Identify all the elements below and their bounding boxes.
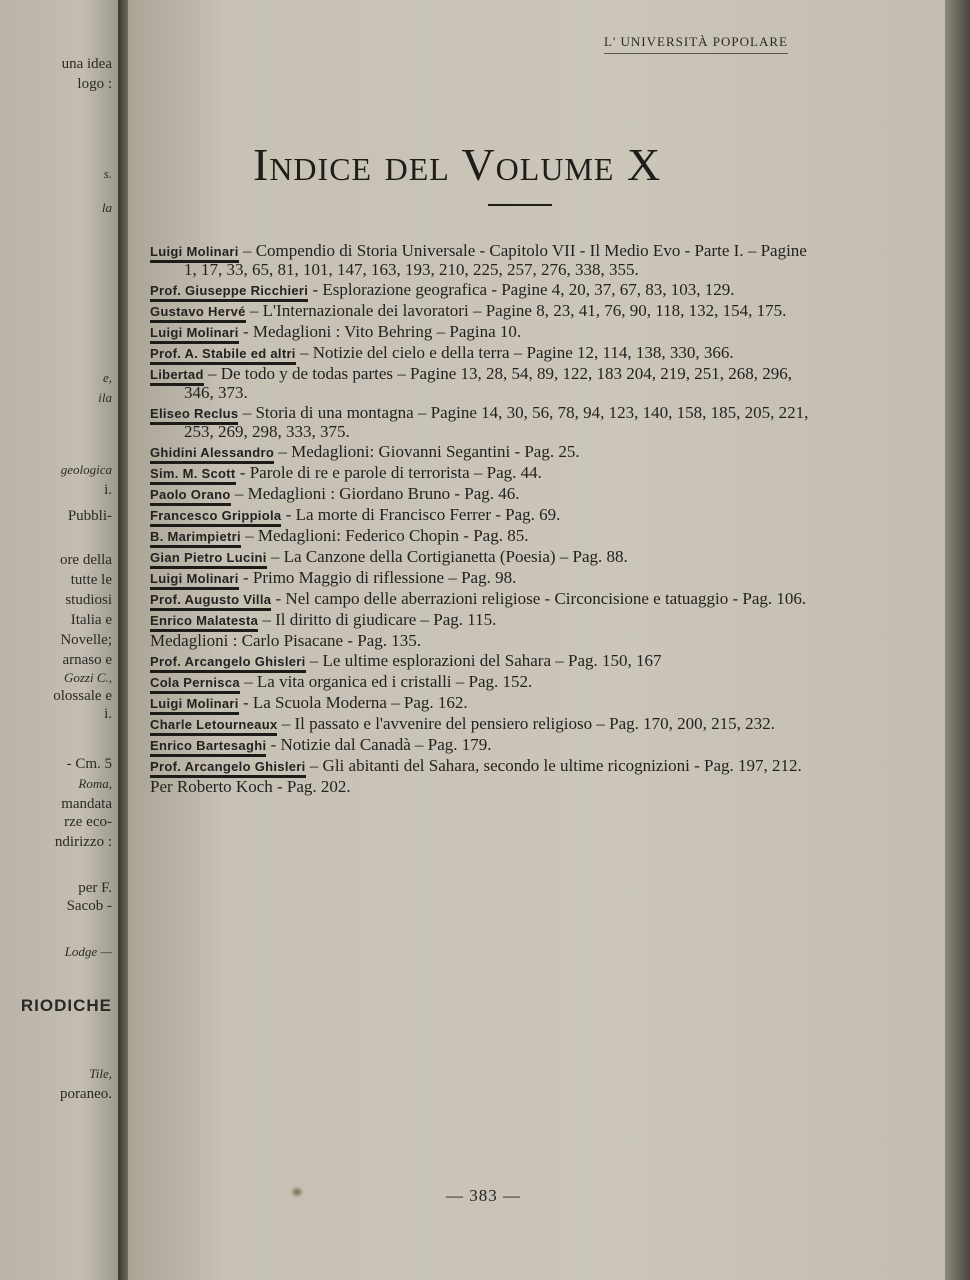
entry-author: Luigi Molinari (150, 325, 239, 344)
entry-author: Libertad (150, 367, 204, 386)
running-head: L' UNIVERSITÀ POPOLARE (604, 34, 788, 54)
entry-author: Prof. Augusto Villa (150, 592, 271, 611)
index-entry (150, 365, 822, 402)
index-entry (150, 611, 822, 630)
left-page-fragment: e, (102, 370, 112, 385)
entry-author: Gian Pietro Lucini (150, 550, 267, 569)
entry-text: - La Scuola Moderna – Pag. 162. (238, 693, 468, 712)
entry-author: Luigi Molinari (150, 571, 239, 590)
left-page-fragment: ore della (59, 552, 112, 568)
entry-text: - Notizie dal Canadà – Pag. 179. (266, 735, 492, 754)
entry-author: Cola Pernisca (150, 675, 240, 694)
entry-author: Paolo Orano (150, 487, 231, 506)
page-title: Indice del Volume X (253, 139, 662, 190)
entry-author: Francesco Grippiola (150, 508, 281, 527)
index-entry (150, 485, 822, 504)
paper-stain (290, 1186, 304, 1198)
left-page-fragment: per F. (78, 880, 112, 896)
entry-text: - Esplorazione geografica - Pagine 4, 20, 37, 67, 83, 103, 129. (308, 280, 735, 299)
facing-page-left (0, 0, 118, 1280)
index-entry (150, 404, 822, 441)
left-page-fragment: Pubbli- (67, 508, 112, 524)
left-page-fragment: la (101, 200, 112, 215)
index-entry (150, 281, 822, 300)
page-number: — 383 — (446, 1186, 521, 1205)
entry-author: Sim. M. Scott (150, 466, 236, 485)
entry-text: - La morte di Francisco Ferrer - Pag. 69. (281, 505, 561, 524)
index-entry (150, 443, 822, 462)
left-page-fragment: i. (104, 482, 112, 498)
index-entry (150, 736, 822, 755)
index-entry (150, 590, 822, 609)
entry-text: – Medaglioni: Giovanni Segantini - Pag. 25. (274, 442, 580, 461)
left-page-fragment: Gozzi C., (63, 670, 112, 685)
left-page-fragment: Lodge — (64, 944, 112, 959)
entry-author: Prof. Giuseppe Ricchieri (150, 283, 308, 302)
entry-text: - Primo Maggio di riflessione – Pag. 98. (238, 568, 517, 587)
entry-author: Prof. Arcangelo Ghisleri (150, 654, 306, 673)
left-page-fragment: una idea (61, 56, 112, 72)
index-entry (150, 527, 822, 546)
entry-text: Medaglioni : Carlo Pisacane - Pag. 135. (150, 631, 422, 650)
left-page-fragment: Roma, (78, 776, 112, 791)
left-page-fragment: Sacob - (66, 898, 112, 914)
entry-author: Prof. Arcangelo Ghisleri (150, 759, 306, 778)
left-page-fragment: olossale e (53, 688, 112, 704)
left-page-fragment: mandata (61, 796, 112, 812)
entry-text: – De todo y de todas partes – Pagine 13, 28, 54, 89, 122, 183 204, 219, 251, 268, 296, 346, 373. (184, 364, 793, 402)
index-entry (150, 302, 822, 321)
index-entry (150, 344, 822, 363)
index-entry (150, 757, 822, 776)
entry-text: – Il passato e l'avvenire del pensiero religioso – Pag. 170, 200, 215, 232. (277, 714, 775, 733)
index-entry (150, 673, 822, 692)
index-entry (150, 569, 822, 588)
left-page-fragment: Italia e (70, 612, 112, 628)
entry-text: – L'Internazionale dei lavoratori – Pagine 8, 23, 41, 76, 90, 118, 132, 154, 175. (245, 301, 787, 320)
entry-author: Eliseo Reclus (150, 406, 238, 425)
entry-text: – Compendio di Storia Universale - Capitolo VII - Il Medio Evo - Parte I. – Pagine 1, 17, 33, 65, 81, 101, 147, 163, 193, 210, 225, 257, 276, 338, 355. (184, 241, 807, 279)
index-entry (150, 506, 822, 525)
left-page-fragment: Novelle; (60, 632, 112, 648)
index-entry (150, 778, 822, 796)
entry-author: Enrico Malatesta (150, 613, 258, 632)
index-entry (150, 548, 822, 567)
left-page-fragment: s. (103, 166, 112, 181)
left-page-fragment: logo : (77, 76, 112, 92)
left-page-fragment: ila (98, 390, 112, 405)
entry-text: – La Canzone della Cortigianetta (Poesia) – Pag. 88. (266, 547, 628, 566)
entry-text: – Le ultime esplorazioni del Sahara – Pag. 150, 167 (305, 651, 662, 670)
entry-text: – Notizie del cielo e della terra – Pagine 12, 114, 138, 330, 366. (295, 343, 734, 362)
book-gutter (118, 0, 128, 1280)
entry-text: - Nel campo delle aberrazioni religiose - Circoncisione e tatuaggio - Pag. 106. (271, 589, 807, 608)
left-page-fragment: ndirizzo : (54, 834, 112, 850)
left-page-fragment: RIODICHE (20, 996, 112, 1015)
entry-author: Prof. A. Stabile ed altri (150, 346, 296, 365)
left-page-fragment: - Cm. 5 (66, 756, 112, 772)
left-page-fragment: tutte le (70, 572, 112, 588)
index-entry (150, 323, 822, 342)
entry-text: – Il diritto di giudicare – Pag. 115. (258, 610, 497, 629)
left-page-fragment: Tile, (89, 1066, 112, 1081)
entry-author: Charle Letourneaux (150, 717, 277, 736)
index-entry (150, 694, 822, 713)
left-page-fragment: studiosi (65, 592, 112, 608)
left-page-fragment: geologica (60, 462, 112, 477)
entry-text: – Medaglioni: Federico Chopin - Pag. 85. (240, 526, 529, 545)
entry-text: – Medaglioni : Giordano Bruno - Pag. 46. (230, 484, 520, 503)
index-entry (150, 715, 822, 734)
index-entries (150, 242, 822, 798)
entry-text: - Medaglioni : Vito Behring – Pagina 10. (238, 322, 522, 341)
left-page-fragment: rze eco- (64, 814, 112, 830)
title-ornament-rule (488, 204, 552, 206)
index-entry (150, 652, 822, 671)
entry-author: Luigi Molinari (150, 696, 239, 715)
entry-text: – La vita organica ed i cristalli – Pag. 152. (239, 672, 533, 691)
entry-author: B. Marimpietri (150, 529, 241, 548)
entry-text: – Storia di una montagna – Pagine 14, 30, 56, 78, 94, 123, 140, 158, 185, 205, 221, 253, 269, 298, 333, 375. (184, 403, 809, 441)
entry-text: Per Roberto Koch - Pag. 202. (150, 777, 351, 796)
index-entry (150, 242, 822, 279)
entry-author: Luigi Molinari (150, 244, 239, 263)
index-entry (150, 632, 822, 650)
entry-text: - Parole di re e parole di terrorista – Pag. 44. (235, 463, 542, 482)
entry-author: Gustavo Hervé (150, 304, 246, 323)
left-page-fragment: i. (104, 706, 112, 722)
entry-text: – Gli abitanti del Sahara, secondo le ultime ricognizioni - Pag. 197, 212. (305, 756, 802, 775)
entry-author: Enrico Bartesaghi (150, 738, 266, 757)
index-entry (150, 464, 822, 483)
entry-author: Ghidini Alessandro (150, 445, 274, 464)
left-page-fragment: poraneo. (59, 1086, 112, 1102)
page-edge-shadow (945, 0, 970, 1280)
left-page-fragment: arnaso e (62, 652, 112, 668)
